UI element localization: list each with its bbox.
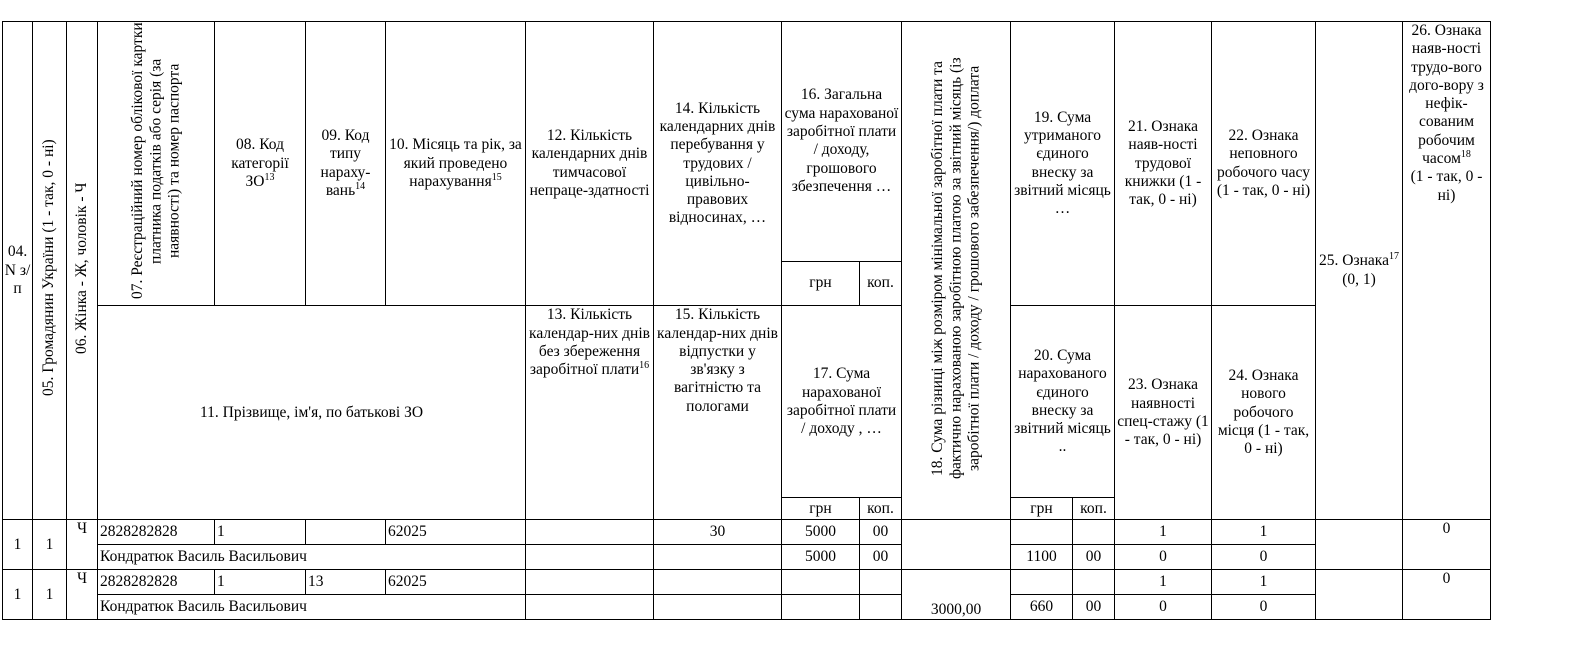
cell-diff-grn: 3000,00 [902, 570, 1011, 620]
header-c13: 13. Кількість календар-них днів без збереження заробітної плати$^{16}$ [526, 306, 654, 520]
cell-f25 [1316, 570, 1403, 620]
cell-f21: 1 [1115, 520, 1212, 545]
cell-gender: Ч [67, 520, 98, 570]
header-c23: 23. Ознака наявності спец-стажу (1 - так, 0 - ні) [1115, 306, 1212, 520]
cell-withheld-grn [1011, 520, 1073, 545]
cell-f24: 0 [1212, 595, 1316, 620]
header-c26: 26. Ознака наяв-ності трудо-вого дого-вору з нефік-сованим робочим часом$^{18}$ (1 - так, 0 - ні) [1403, 22, 1491, 520]
cell-f22: 1 [1212, 570, 1316, 595]
header-c16-kop: коп. [860, 261, 902, 306]
cell-days-sick [526, 520, 654, 545]
cell-total-grn [782, 570, 860, 595]
header-c16: 16. Загальна сума нарахованої заробітної плати / доходу, грошового збезпечення … [782, 22, 902, 262]
cell-category: 1 [215, 520, 306, 545]
cell-citizen: 1 [33, 520, 67, 570]
cell-accr-kop: 00 [860, 545, 902, 570]
header-c20-grn: грн [1011, 498, 1073, 520]
cell-contrib-kop: 00 [1073, 545, 1115, 570]
cell-accr-grn [782, 595, 860, 620]
cell-accr-grn: 5000 [782, 545, 860, 570]
table-row [3, 545, 1491, 570]
header-c10: 10. Місяць та рік, за який проведено нарахування$^{15}$ [386, 22, 526, 306]
header-c05: 05. Громадянин України (1 - так, 0 - ні) [33, 22, 67, 520]
cell-full-name: Кондратюк Василь Васильович [98, 545, 526, 570]
accrual-table [2, 21, 1491, 620]
cell-f26: 0 [1403, 520, 1491, 570]
header-c17-kop: коп. [860, 498, 902, 520]
cell-contrib-grn: 1100 [1011, 545, 1073, 570]
cell-tax-id: 2828282828 [98, 570, 215, 595]
cell-contrib-kop: 00 [1073, 595, 1115, 620]
header-c24: 24. Ознака нового робочого місця (1 - так, 0 - ні) [1212, 306, 1316, 520]
cell-f23: 0 [1115, 595, 1212, 620]
cell-accr-kop [860, 595, 902, 620]
cell-contrib-grn: 660 [1011, 595, 1073, 620]
header-c20-kop: коп. [1073, 498, 1115, 520]
header-c15: 15. Кількість календар-них днів відпустки у зв'язку з вагітністю та пологами [654, 306, 782, 520]
cell-n: 1 [3, 570, 33, 620]
header-c22: 22. Ознака неповного робочого часу (1 - так, 0 - ні) [1212, 22, 1316, 306]
cell-f24: 0 [1212, 545, 1316, 570]
table-row [3, 570, 1491, 595]
cell-days-work [654, 570, 782, 595]
cell-withheld-kop [1073, 520, 1115, 545]
cell-total-kop: 00 [860, 520, 902, 545]
table-row [3, 520, 1491, 545]
header-c12: 12. Кількість календарних днів тимчасової непраце-здатності [526, 22, 654, 306]
cell-days-maternity [654, 545, 782, 570]
cell-citizen: 1 [33, 570, 67, 620]
header-c17: 17. Сума нарахованої заробітної плати / доходу , … [782, 306, 902, 498]
cell-period: 62025 [386, 520, 526, 545]
cell-total-kop [860, 570, 902, 595]
cell-full-name: Кондратюк Василь Васильович [98, 595, 526, 620]
header-c21: 21. Ознака наяв-ності трудової книжки (1 - так, 0 - ні) [1115, 22, 1212, 306]
header-c19: 19. Сума утриманого єдиного внеску за звітний місяць … [1011, 22, 1115, 306]
cell-accrual-type: 13 [306, 570, 386, 595]
cell-f25 [1316, 520, 1403, 570]
header-c07: 07. Реєстраційний номер облікової картки платника податків або серія (за наявності) та номер паспорта [98, 22, 215, 306]
header-c04: 04. N з/п [3, 22, 33, 520]
cell-f22: 1 [1212, 520, 1316, 545]
table-row [3, 595, 1491, 620]
header-c14: 14. Кількість календарних днів перебування у трудових / цивільно-правових відносинах, … [654, 22, 782, 306]
cell-withheld-grn [1011, 570, 1073, 595]
cell-total-grn: 5000 [782, 520, 860, 545]
cell-gender: Ч [67, 570, 98, 620]
cell-tax-id: 2828282828 [98, 520, 215, 545]
header-c16-grn: грн [782, 261, 860, 306]
cell-f26: 0 [1403, 570, 1491, 620]
cell-days-maternity [654, 595, 782, 620]
cell-accrual-type [306, 520, 386, 545]
header-c20: 20. Сума нарахованого єдиного внеску за звітний місяць .. [1011, 306, 1115, 498]
cell-diff-grn [902, 520, 1011, 570]
header-c06: 06. Жінка - Ж, чоловік - Ч [67, 22, 98, 520]
cell-days-sick [526, 570, 654, 595]
header-c17-grn: грн [782, 498, 860, 520]
cell-days-work: 30 [654, 520, 782, 545]
header-c25: 25. Ознака$^{17}$ (0, 1) [1316, 22, 1403, 520]
header-c18: 18. Сума різниці між розміром мінімальної заробітної плати та фактично нарахованою заробітною платою за звітний місяць (із заробітної плати / доходу / грошового забезпечення/) доплата [902, 22, 1011, 520]
cell-days-nopay [526, 595, 654, 620]
cell-withheld-kop [1073, 570, 1115, 595]
header-c08: 08. Код категорії ЗО$^{13}$ [215, 22, 306, 306]
cell-f23: 0 [1115, 545, 1212, 570]
cell-category: 1 [215, 570, 306, 595]
cell-n: 1 [3, 520, 33, 570]
cell-f21: 1 [1115, 570, 1212, 595]
cell-period: 62025 [386, 570, 526, 595]
cell-days-nopay [526, 545, 654, 570]
header-c11: 11. Прізвище, ім'я, по батькові ЗО [98, 306, 526, 520]
header-c09: 09. Код типу нараху-вань$^{14}$ [306, 22, 386, 306]
